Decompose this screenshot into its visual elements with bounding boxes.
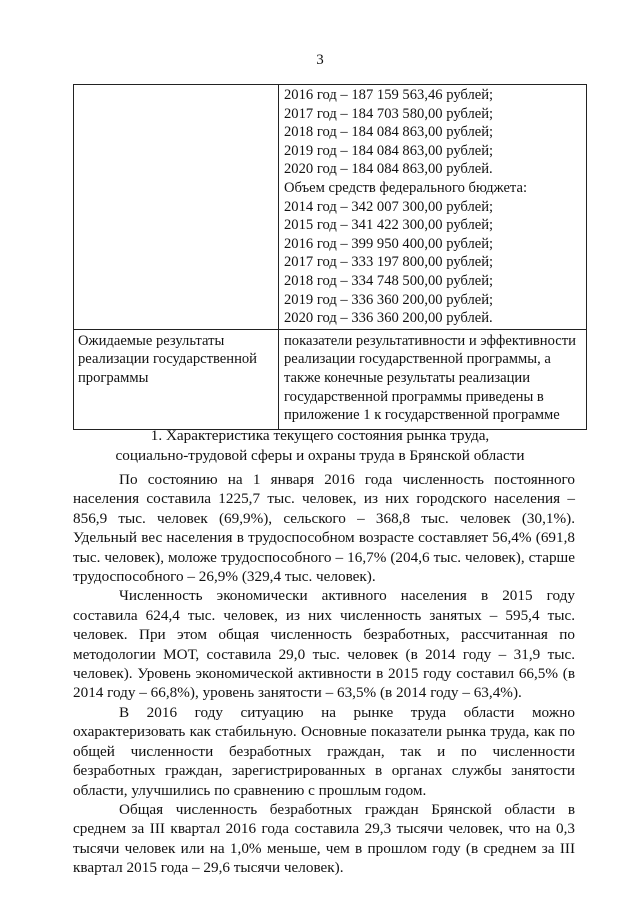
expected-results-label-line: Ожидаемые результаты	[78, 332, 225, 349]
section-heading	[0, 426, 640, 466]
funding-line: 2016 год – 399 950 400,00 рублей;	[284, 235, 494, 252]
program-passport-table	[73, 84, 587, 430]
expected-results-label-line: программы	[78, 369, 149, 386]
federal-budget-heading: Объем средств федерального бюджета:	[284, 179, 528, 196]
funding-line: 2019 год – 184 084 863,00 рублей;	[284, 142, 494, 159]
paragraph-economic-activity: Численность экономически активного населения в 2015 году составила 624,4 тыс. человек, из них численность занятых – 595,4 тыс. человек. При этом общая численность безработных, рассчитанная по методологии МОТ, составила 29,0 тыс. человек (в 2014 году – 31,9 тыс. человек). Уровень экономической активности в 2015 году составил 66,5% (в 2014 году – 66,8%), уровень занятости – 63,5% (в 2014 году – 63,4%).	[73, 587, 575, 702]
funding-line: 2015 год – 341 422 300,00 рублей;	[284, 217, 494, 234]
section-heading-line: социально-трудовой сферы и охраны труда в Брянской области	[115, 447, 525, 464]
funding-table-row	[74, 85, 587, 330]
funding-line: 2019 год – 336 360 200,00 рублей;	[284, 291, 494, 308]
page-number: 3	[316, 52, 324, 68]
expected-results-line: реализации государственной программы, а	[284, 351, 551, 368]
section-heading-line: 1. Характеристика текущего состояния рынка труда,	[150, 427, 490, 444]
expected-results-line: государственной программы приведены в	[284, 388, 544, 405]
paragraph-population: По состоянию на 1 января 2016 года численность постоянного населения составила 1225,7 тыс. человек, из них городского населения – 856,9 тыс. человек (69,9%), сельского – 368,8 тыс. человек (30,1%). Удельный вес населения в трудоспособном возрасте составляет 56,4% (691,8 тыс. человек), моложе трудоспособного – 16,7% (204,6 тыс. человек), старше трудоспособного – 26,9% (329,4 тыс. человек).	[73, 471, 575, 586]
funding-line: 2020 год – 336 360 200,00 рублей.	[284, 310, 493, 327]
funding-line: 2016 год – 187 159 563,46 рублей;	[284, 87, 494, 103]
funding-values-cell	[279, 85, 587, 330]
expected-results-line: приложение 1 к государственной программе	[284, 407, 560, 424]
expected-results-value-cell	[279, 329, 587, 429]
paragraph-labor-market-2016: В 2016 году ситуацию на рынке труда области можно охарактеризовать как стабильную. Основные показатели рынка труда, как по общей численности безработных граждан, так и по численности безработных граждан, зарегистрированных в органах службы занятости области, улучшились по сравнению с прошлым годом.	[73, 703, 575, 799]
funding-label-cell	[74, 85, 279, 330]
funding-line: 2018 год – 334 748 500,00 рублей;	[284, 272, 494, 289]
expected-results-line: также конечные результаты реализации	[284, 369, 531, 386]
funding-line: 2018 год – 184 084 863,00 рублей;	[284, 124, 494, 141]
funding-line: 2017 год – 333 197 800,00 рублей;	[284, 254, 494, 271]
funding-line: 2020 год – 184 084 863,00 рублей.	[284, 161, 493, 178]
expected-results-row	[74, 329, 587, 429]
section-body	[73, 470, 575, 878]
funding-line: 2017 год – 184 703 580,00 рублей;	[284, 105, 494, 122]
paragraph-unemployment-q3: Общая численность безработных граждан Брянской области в среднем за III квартал 2016 года составила 29,3 тысячи человек, что на 0,3 тысячи человек или на 1,0% меньше, чем в прошлом году (в среднем за III квартал 2015 года – 29,6 тысячи человек).	[73, 800, 575, 877]
expected-results-line: показатели результативности и эффективности	[284, 332, 576, 349]
funding-line: 2014 год – 342 007 300,00 рублей;	[284, 198, 494, 215]
expected-results-label-cell	[74, 329, 279, 429]
expected-results-label-line: реализации государственной	[78, 351, 257, 368]
